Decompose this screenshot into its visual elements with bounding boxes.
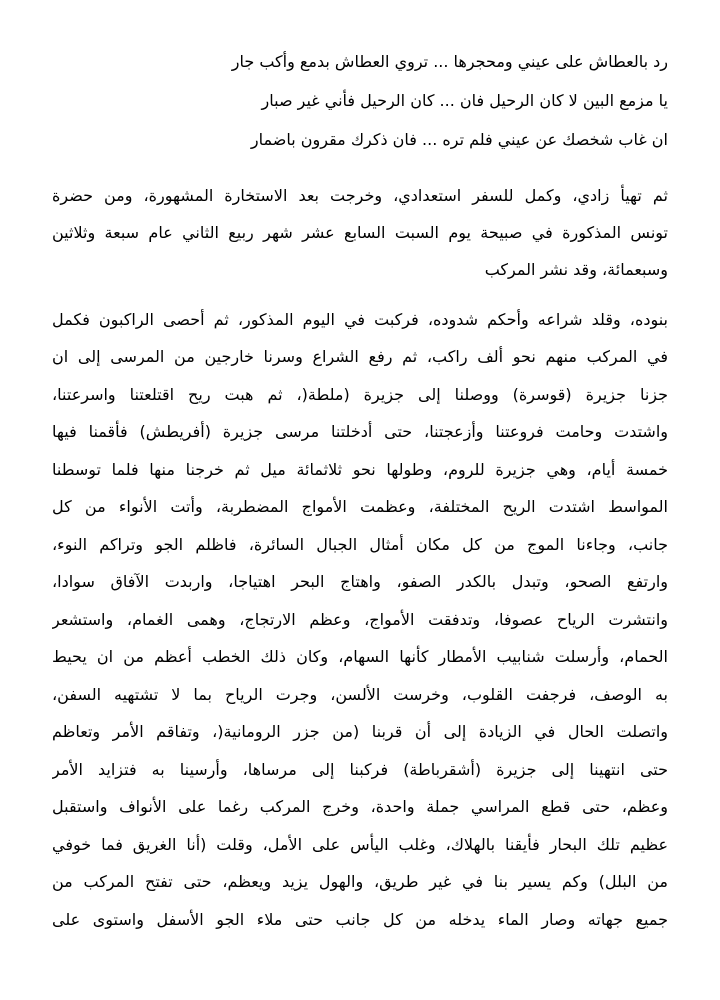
- paragraph-line: جزنا جزيرة (قوسرة) ووصلنا إلى جزيرة (ملطة(، ثم هبت ريح اقتلعتنا واسرعتنا،: [52, 385, 668, 404]
- paragraph-line: وسبعمائة، وقد نشر المركب: [484, 260, 668, 279]
- paragraph-line: جميع جهاته وصار الماء يدخله من كل جانب حتى ملاء الجو الأسفل واستوى على: [52, 910, 668, 929]
- poem-verse: ان غاب شخصك عن عيني فلم تره ... فان ذكرك مقرون باضمار: [250, 130, 668, 149]
- paragraph-line: وعظم، حتى قطع المراسي جملة واحدة، وخرج المركب رغما على الأنواف واستقبل: [52, 797, 668, 816]
- paragraph-line: المواسط اشتدت الريح المختلفة، وعظمت الأمواج المضطربة، وأتت الأنواء من كل: [52, 497, 668, 516]
- paragraph-line: تونس المذكورة في صبيحة يوم السبت السابع عشر شهر ربيع الثاني عام سبعة وثلاثين: [52, 223, 668, 242]
- paragraph-line: وانتشرت الرياح عصوفا، وتدفقت الأمواج، وعظم الارتجاج، وهمى الغمام، واستشعر: [52, 610, 668, 629]
- paragraph-line: جانب، وجاءنا الموج من كل مكان أمثال الجبال السائرة، فاظلم الجو وتراكم النوء،: [52, 535, 668, 554]
- paragraph-line: من البلل) وكم يسير بنا في غير طريق، والهول يزيد ويعظم، حتى تفتح المركب من: [52, 872, 668, 891]
- paragraph-line: في المركب منهم نحو ألف راكب، ثم رفع الشراع وسرنا خارجين من المرسى إلى ان: [52, 347, 668, 366]
- paragraph-line: بنوده، وقلد شراعه وأحكم شدوده، فركبت في اليوم المذكور، ثم أحصى الراكبون فكمل: [52, 310, 668, 329]
- paragraph-line: الحمام، وأرسلت شنابيب الأمطار كأنها السهام، وكان ذلك الخطب أعظم من ان يحيط: [52, 647, 668, 666]
- paragraph-line: واتصلت الحال في الزيادة إلى أن قربنا (من جزر الرومانية(، وتفاقم الأمر وتعاظم: [52, 722, 668, 741]
- paragraph-line: وارتفع الصحو، وتبدل بالكدر الصفو، واهتاج البحر اهتياجا، واربدت الآفاق سوادا،: [52, 572, 668, 591]
- paragraph-line: خمسة أيام، وهي جزيرة للروم، وطولها نحو ثلاثمائة ميل ثم خرجنا منها فلما توسطنا: [52, 460, 668, 479]
- paragraph-line: واشتدت وحامت فروعتنا وأزعجتنا، حتى أدخلتنا مرسى جزيرة (أفريطش) فأقمنا فيها: [52, 422, 668, 441]
- poem-verse: رد بالعطاش على عيني ومحجرها ... تروي العطاش بدمع وأكب جار: [231, 52, 668, 71]
- paragraph-line: حتى انتهينا إلى جزيرة (أشقرباطة) فركبنا إلى مرساها، وأرسينا به فتزايد الأمر: [52, 760, 668, 779]
- poem-verse: يا مزمع البين لا كان الرحيل فان ... كان الرحيل فأني غير صبار: [261, 91, 668, 110]
- paragraph-line: عظيم تلك البحار فأيقنا بالهلاك، وغلب اليأس على الأمل، وقلت (أنا الغريق فما خوفي: [52, 835, 668, 854]
- paragraph-line: به الوصف، فرجفت القلوب، وخرست الألسن، وجرت الرياح بما لا تشتهيه السفن،: [52, 685, 668, 704]
- paragraph-line: ثم تهيأ زادي، وكمل للسفر استعدادي، وخرجت بعد الاستخارة المشهورة، ومن حضرة: [52, 186, 668, 205]
